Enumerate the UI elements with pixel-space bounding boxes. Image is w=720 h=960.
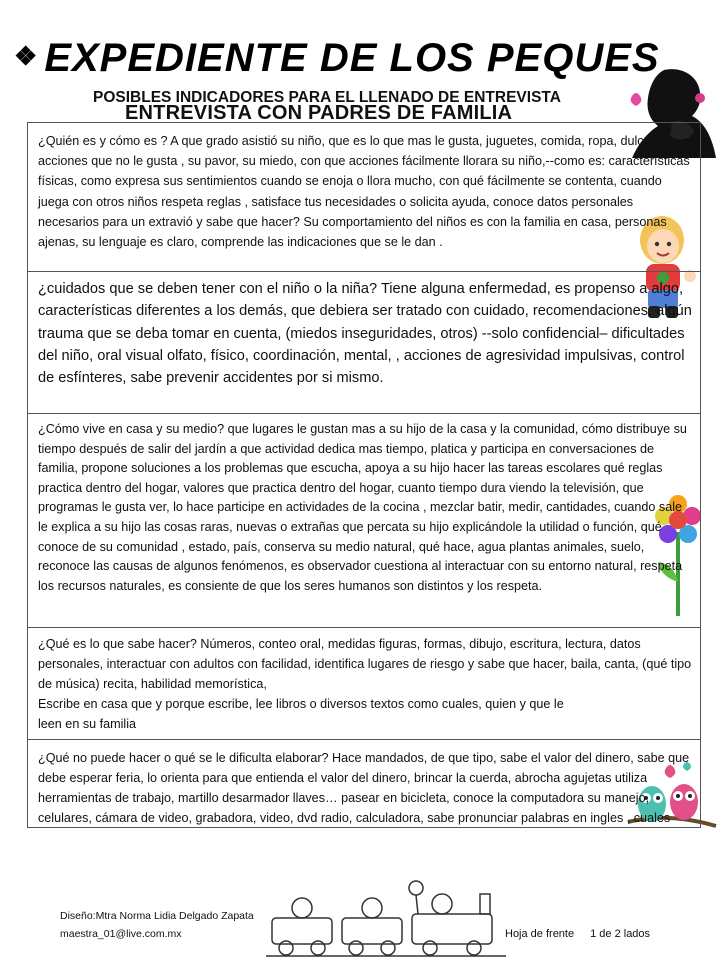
- kids-train-icon: [266, 878, 512, 958]
- side-label: Hoja de frente: [505, 928, 575, 940]
- section-que-sabe-hacer: ¿Qué es lo que sabe hacer? Números, conteo oral, medidas figuras, formas, dibujo, escritura, lectura, datos personales, interactuar con adultos con facilidad, identifica lugares de riesgo y sabe que hacer, baila, canta, (qué tipo de música) recita, habilidad memorística, Escribe en casa que y porque escribe, lee libros o diversos textos como cuales, quien y que le leen en su familia: [28, 627, 700, 739]
- title-text: EXPEDIENTE DE LOS PEQUES: [44, 36, 660, 80]
- document-title: [14, 36, 714, 86]
- section-cuidados: ¿cuidados que se deben tener con el niño o la niña? Tiene alguna enfermedad, es propenso a algo, características diferentes a los demás, que debiera ser tratado con cuidado, recomendaciones, algún trauma que se deba tomar en cuenta, (miedos inseguridades, otros) --solo confidencial– dificultades del niño, oral visual olfato, físico, coordinación, mental, , acciones de agresividad impulsivas, control de esfínteres, sabe prevenir accidentes por si mismo.: [28, 271, 700, 413]
- design-credit: [60, 907, 254, 943]
- section-que-no-puede-hacer: ¿Qué no puede hacer o qué se le dificulta elaborar? Hace mandados, de que tipo, sabe el valor del dinero, sabe que debe esperar feria, lo orienta para que entienda el valor del dinero, brincar la cuerda, abrocha agujetas utiliza herramientas de trabajo, martillo desarmador llaves… pasear en bicicleta, conoce la computadora su manejo, celulares, cámara de video, grabadora, video, dvd radio, calculadora, sabe pronunciar palabras en ingles , cuales: [28, 739, 700, 829]
- section-quien-es: ¿Quién es y cómo es ? A que grado asistió su niño, que es lo que mas le gusta, juguetes, comida, ropa, dulces acciones que no le gusta , su pavor, su miedo, con que acciones fácilmente llorara su niño,--como es: características físicas, como expresa sus sentimientos cuando se enoja o llora mucho, con qué fácilmente se contenta, cuando juega con otros niños respeta reglas , satisface tus necesidades o solicita ayuda, conoce datos personales necesarios para un extravió y sabe que hacer? Su comportamiento del niños es con la familia en casa, personas ajenas, su lenguaje es claro, comprende las indicaciones que se le dan .: [38, 134, 690, 250]
- section-como-vive: ¿Cómo vive en casa y su medio? que lugares le gustan mas a su hijo de la casa y la comunidad, cómo distribuye su tiempo después de salir del jardín a que actividad dedica mas tiempo, platica y participa en conversaciones de familia, propone soluciones a los problemas que escucha, apoya a su hijo hacer las tareas escolares qué reglas practica dentro del hogar, valores que practica dentro del hogar, cuanto tiempo dura viendo la televisión, que programas le gusta ver, lo hace participe en actividades de la cocina , mezclar batir, medir, cantidades, cuando sale le explica a su hijo las cosas raras, nuevas o extrañas que percata su hijo explicándole la utilidad o función, qué conoce de su comunidad , estado, país, conserva su medio natural, qué hace, agua plantas animales, suelo, reconoce las causas de algunos fenómenos, es observador cuestiona al interactuar con su entorno natural, respeta los recursos naturales, es consiente de que los seres humanos son distintos y los respeta.: [28, 413, 700, 627]
- diamond-bullet-icon: ❖: [14, 41, 39, 71]
- page-indicator: [505, 928, 666, 940]
- credit-author: Diseño:Mtra Norma Lidia Delgado Zapata: [60, 910, 254, 922]
- credit-email: maestra_01@live.com.mx: [60, 928, 182, 940]
- subtitle-indicators: POSIBLES INDICADORES PARA EL LLENADO DE ENTREVISTA: [93, 89, 561, 106]
- interview-table: [27, 122, 701, 828]
- page-label: 1 de 2 lados: [590, 928, 651, 940]
- subtitle-interview: ENTREVISTA CON PADRES DE FAMILIA: [125, 102, 513, 124]
